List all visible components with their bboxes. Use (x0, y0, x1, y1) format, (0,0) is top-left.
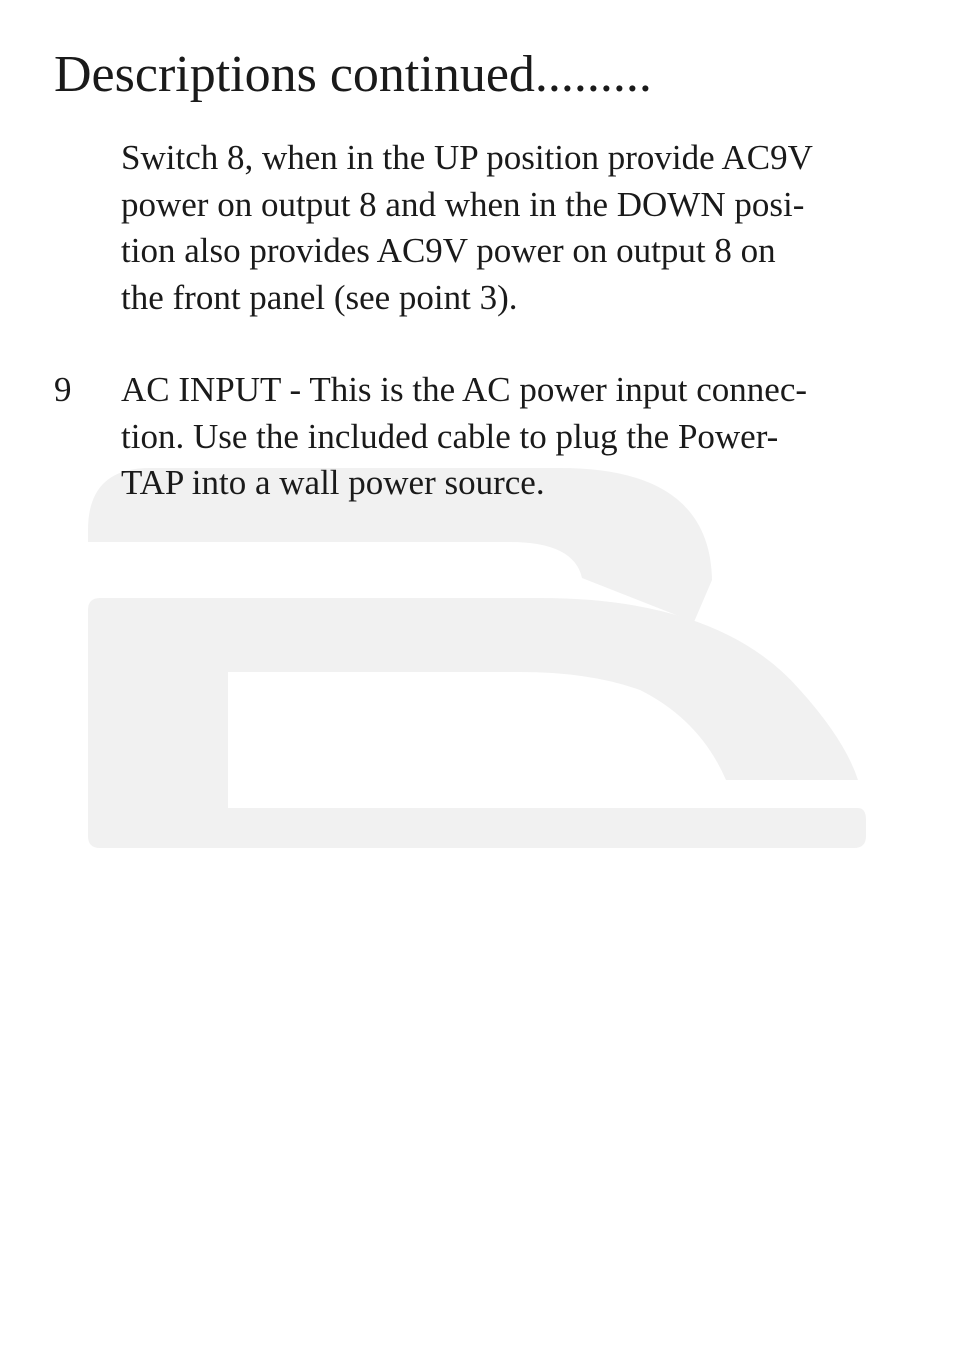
item-number-9: 9 (54, 370, 72, 409)
watermark-lower-bowl (88, 598, 866, 848)
paragraph-line: tion also provides AC9V power on output 8 on (121, 231, 776, 270)
paragraph-line: the front panel (see point 3). (121, 277, 518, 317)
paragraph-line: AC INPUT - This is the AC power input connec- (121, 370, 808, 409)
paragraph-line: power on output 8 and when in the DOWN posi- (121, 184, 805, 224)
description-item-9-ac-input (121, 367, 891, 507)
paragraph-line: TAP into a wall power source. (121, 463, 545, 502)
paragraph-line: Switch 8, when in the UP position provide AC9V (121, 138, 813, 177)
page-title: Descriptions continued......... (54, 46, 652, 103)
paragraph-line: tion. Use the included cable to plug the Power- (121, 416, 779, 456)
description-continued-paragraph (121, 135, 891, 321)
